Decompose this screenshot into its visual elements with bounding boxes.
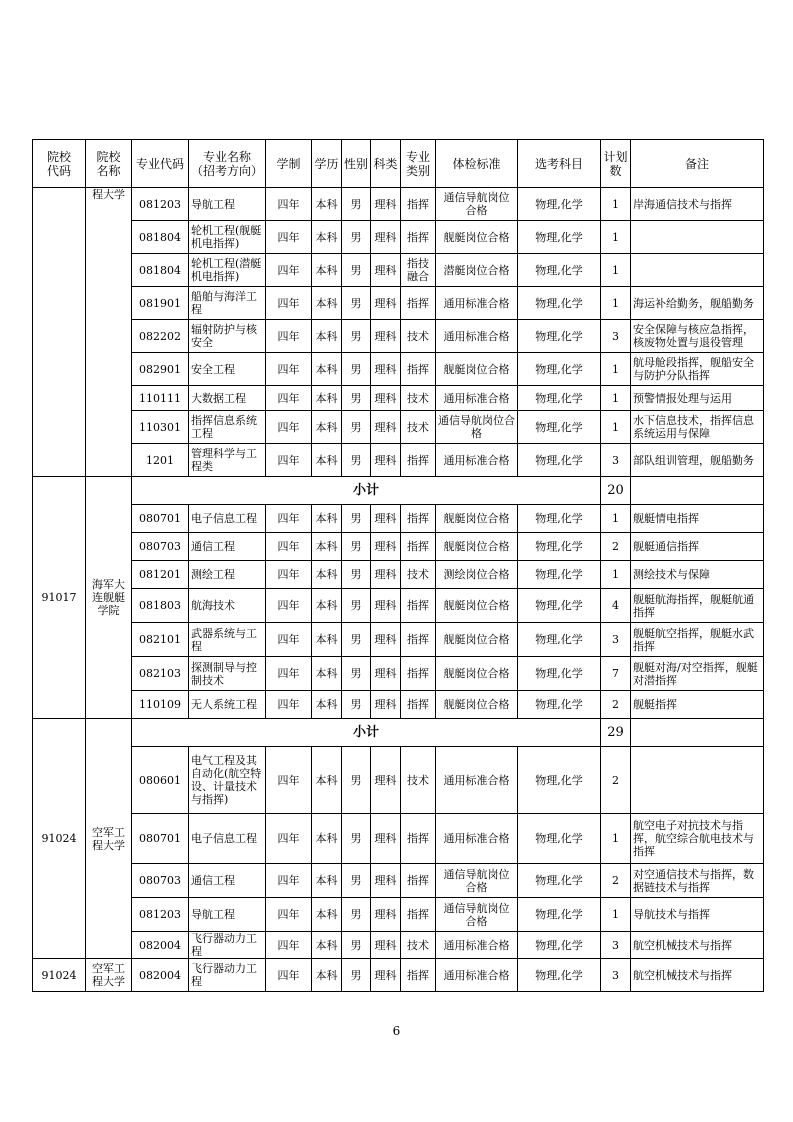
table-row xyxy=(33,221,764,254)
degree-cell: 本科 xyxy=(312,814,342,864)
major-code-cell: 081201 xyxy=(132,561,189,589)
plan-count-cell: 2 xyxy=(601,691,631,719)
admission-plan-page xyxy=(32,139,763,1038)
plan-count-cell: 1 xyxy=(601,386,631,411)
major-code-cell: 080703 xyxy=(132,864,189,898)
subjects-cell: 物理,化学 xyxy=(518,959,601,992)
category-cell: 理科 xyxy=(371,561,401,589)
major-type-cell: 指挥 xyxy=(401,623,436,657)
subjects-cell: 物理,化学 xyxy=(518,221,601,254)
category-cell: 理科 xyxy=(371,623,401,657)
major-code-cell: 080701 xyxy=(132,505,189,533)
physical-standard-cell: 通用标准合格 xyxy=(436,747,518,814)
physical-standard-cell: 舰艇岗位合格 xyxy=(436,533,518,561)
major-name-cell: 指挥信息系统 工程 xyxy=(189,411,266,444)
school-name-cell: 海军大 连舰艇 学院 xyxy=(86,477,132,719)
table-row xyxy=(33,254,764,287)
table-row xyxy=(33,444,764,477)
duration-cell: 四年 xyxy=(266,898,312,932)
gender-cell: 男 xyxy=(342,814,371,864)
major-code-cell: 081804 xyxy=(132,221,189,254)
gender-cell: 男 xyxy=(342,898,371,932)
header-degree: 学历 xyxy=(312,140,342,188)
major-type-cell: 技术 xyxy=(401,320,436,353)
physical-standard-cell: 通信导航岗位 合格 xyxy=(436,188,518,221)
major-code-cell: 110111 xyxy=(132,386,189,411)
school-code-cell: 91024 xyxy=(33,719,86,959)
major-type-cell: 指挥 xyxy=(401,691,436,719)
school-code-cell: 91024 xyxy=(33,959,86,992)
subjects-cell: 物理,化学 xyxy=(518,320,601,353)
degree-cell: 本科 xyxy=(312,411,342,444)
remarks-cell: 对空通信技术与指挥，数 据链技术与指挥 xyxy=(631,864,764,898)
table-row xyxy=(33,386,764,411)
table-row xyxy=(33,623,764,657)
physical-standard-cell: 通用标准合格 xyxy=(436,932,518,959)
gender-cell: 男 xyxy=(342,188,371,221)
major-name-cell: 管理科学与工 程类 xyxy=(189,444,266,477)
major-code-cell: 082004 xyxy=(132,932,189,959)
subjects-cell: 物理,化学 xyxy=(518,747,601,814)
physical-standard-cell: 舰艇岗位合格 xyxy=(436,505,518,533)
major-code-cell: 081803 xyxy=(132,589,189,623)
major-type-cell: 指挥 xyxy=(401,221,436,254)
major-name-cell: 飞行器动力工 程 xyxy=(189,959,266,992)
degree-cell: 本科 xyxy=(312,657,342,691)
category-cell: 理科 xyxy=(371,898,401,932)
plan-count-cell: 1 xyxy=(601,254,631,287)
header-school-name: 院校 名称 xyxy=(86,140,132,188)
remarks-cell: 导航技术与指挥 xyxy=(631,898,764,932)
header-physical: 体检标准 xyxy=(436,140,518,188)
degree-cell: 本科 xyxy=(312,254,342,287)
physical-standard-cell: 通用标准合格 xyxy=(436,814,518,864)
gender-cell: 男 xyxy=(342,320,371,353)
major-type-cell: 技术 xyxy=(401,932,436,959)
duration-cell: 四年 xyxy=(266,589,312,623)
degree-cell: 本科 xyxy=(312,533,342,561)
category-cell: 理科 xyxy=(371,691,401,719)
degree-cell: 本科 xyxy=(312,589,342,623)
subjects-cell: 物理,化学 xyxy=(518,898,601,932)
subtotal-row xyxy=(33,477,764,505)
duration-cell: 四年 xyxy=(266,320,312,353)
plan-count-cell: 1 xyxy=(601,561,631,589)
major-code-cell: 082901 xyxy=(132,353,189,386)
subtotal-label: 小计 xyxy=(132,719,601,747)
plan-count-cell: 1 xyxy=(601,814,631,864)
subjects-cell: 物理,化学 xyxy=(518,561,601,589)
remarks-cell: 舰艇指挥 xyxy=(631,691,764,719)
category-cell: 理科 xyxy=(371,814,401,864)
physical-standard-cell: 通用标准合格 xyxy=(436,320,518,353)
plan-count-cell: 2 xyxy=(601,747,631,814)
major-name-cell: 武器系统与工 程 xyxy=(189,623,266,657)
school-name-cell: 程大学 xyxy=(86,188,132,477)
major-name-cell: 导航工程 xyxy=(189,188,266,221)
gender-cell: 男 xyxy=(342,221,371,254)
major-name-cell: 轮机工程(舰艇 机电指挥) xyxy=(189,221,266,254)
major-code-cell: 081804 xyxy=(132,254,189,287)
remarks-cell: 测绘技术与保障 xyxy=(631,561,764,589)
physical-standard-cell: 舰艇岗位合格 xyxy=(436,221,518,254)
gender-cell: 男 xyxy=(342,287,371,320)
plan-count-cell: 4 xyxy=(601,589,631,623)
major-type-cell: 指挥 xyxy=(401,353,436,386)
gender-cell: 男 xyxy=(342,657,371,691)
category-cell: 理科 xyxy=(371,386,401,411)
remarks-cell: 舰艇对海/对空指挥，舰艇 对潜指挥 xyxy=(631,657,764,691)
gender-cell: 男 xyxy=(342,747,371,814)
table-row xyxy=(33,864,764,898)
major-code-cell: 110301 xyxy=(132,411,189,444)
physical-standard-cell: 通信导航岗位 合格 xyxy=(436,898,518,932)
major-name-cell: 通信工程 xyxy=(189,533,266,561)
gender-cell: 男 xyxy=(342,623,371,657)
major-type-cell: 指挥 xyxy=(401,533,436,561)
remarks-cell xyxy=(631,221,764,254)
physical-standard-cell: 舰艇岗位合格 xyxy=(436,353,518,386)
category-cell: 理科 xyxy=(371,221,401,254)
school-code-cell: 91017 xyxy=(33,477,86,719)
major-name-cell: 航海技术 xyxy=(189,589,266,623)
table-row xyxy=(33,814,764,864)
plan-count-cell: 3 xyxy=(601,320,631,353)
gender-cell: 男 xyxy=(342,386,371,411)
physical-standard-cell: 舰艇岗位合格 xyxy=(436,589,518,623)
gender-cell: 男 xyxy=(342,254,371,287)
major-type-cell: 技术 xyxy=(401,747,436,814)
subjects-cell: 物理,化学 xyxy=(518,623,601,657)
remarks-cell: 部队组训管理，舰船勤务 xyxy=(631,444,764,477)
subtotal-value: 29 xyxy=(601,719,631,747)
category-cell: 理科 xyxy=(371,505,401,533)
table-row xyxy=(33,505,764,533)
physical-standard-cell: 测绘岗位合格 xyxy=(436,561,518,589)
table-row xyxy=(33,932,764,959)
major-code-cell: 081901 xyxy=(132,287,189,320)
table-header-row xyxy=(33,140,764,188)
physical-standard-cell: 通用标准合格 xyxy=(436,287,518,320)
physical-standard-cell: 舰艇岗位合格 xyxy=(436,623,518,657)
degree-cell: 本科 xyxy=(312,221,342,254)
major-name-cell: 测绘工程 xyxy=(189,561,266,589)
duration-cell: 四年 xyxy=(266,221,312,254)
subjects-cell: 物理,化学 xyxy=(518,386,601,411)
category-cell: 理科 xyxy=(371,533,401,561)
category-cell: 理科 xyxy=(371,589,401,623)
degree-cell: 本科 xyxy=(312,287,342,320)
subjects-cell: 物理,化学 xyxy=(518,533,601,561)
duration-cell: 四年 xyxy=(266,505,312,533)
table-row xyxy=(33,353,764,386)
major-name-cell: 电子信息工程 xyxy=(189,505,266,533)
subtotal-remarks xyxy=(631,477,764,505)
remarks-cell: 航空电子对抗技术与指 挥，航空综合航电技术与 指挥 xyxy=(631,814,764,864)
category-cell: 理科 xyxy=(371,353,401,386)
category-cell: 理科 xyxy=(371,747,401,814)
table-row xyxy=(33,411,764,444)
subtotal-value: 20 xyxy=(601,477,631,505)
degree-cell: 本科 xyxy=(312,932,342,959)
major-code-cell: 110109 xyxy=(132,691,189,719)
table-row xyxy=(33,589,764,623)
degree-cell: 本科 xyxy=(312,505,342,533)
subjects-cell: 物理,化学 xyxy=(518,589,601,623)
header-remarks: 备注 xyxy=(631,140,764,188)
category-cell: 理科 xyxy=(371,444,401,477)
degree-cell: 本科 xyxy=(312,320,342,353)
duration-cell: 四年 xyxy=(266,188,312,221)
major-code-cell: 080703 xyxy=(132,533,189,561)
subjects-cell: 物理,化学 xyxy=(518,444,601,477)
admission-plan-table xyxy=(32,139,764,992)
duration-cell: 四年 xyxy=(266,691,312,719)
duration-cell: 四年 xyxy=(266,657,312,691)
remarks-cell: 航空机械技术与指挥 xyxy=(631,932,764,959)
subjects-cell: 物理,化学 xyxy=(518,814,601,864)
major-type-cell: 技术 xyxy=(401,386,436,411)
degree-cell: 本科 xyxy=(312,691,342,719)
page-number: 6 xyxy=(392,1024,401,1038)
subtotal-remarks xyxy=(631,719,764,747)
degree-cell: 本科 xyxy=(312,864,342,898)
table-row xyxy=(33,959,764,992)
subjects-cell: 物理,化学 xyxy=(518,864,601,898)
physical-standard-cell: 舰艇岗位合格 xyxy=(436,691,518,719)
subjects-cell: 物理,化学 xyxy=(518,411,601,444)
gender-cell: 男 xyxy=(342,444,371,477)
duration-cell: 四年 xyxy=(266,932,312,959)
subjects-cell: 物理,化学 xyxy=(518,353,601,386)
duration-cell: 四年 xyxy=(266,623,312,657)
major-name-cell: 辐射防护与核 安全 xyxy=(189,320,266,353)
degree-cell: 本科 xyxy=(312,188,342,221)
gender-cell: 男 xyxy=(342,411,371,444)
major-name-cell: 导航工程 xyxy=(189,898,266,932)
category-cell: 理科 xyxy=(371,188,401,221)
major-code-cell: 082101 xyxy=(132,623,189,657)
degree-cell: 本科 xyxy=(312,386,342,411)
header-duration: 学制 xyxy=(266,140,312,188)
duration-cell: 四年 xyxy=(266,287,312,320)
category-cell: 理科 xyxy=(371,864,401,898)
plan-count-cell: 7 xyxy=(601,657,631,691)
plan-count-cell: 1 xyxy=(601,287,631,320)
subjects-cell: 物理,化学 xyxy=(518,657,601,691)
major-type-cell: 技术 xyxy=(401,411,436,444)
gender-cell: 男 xyxy=(342,932,371,959)
degree-cell: 本科 xyxy=(312,444,342,477)
major-type-cell: 指挥 xyxy=(401,959,436,992)
major-type-cell: 指挥 xyxy=(401,864,436,898)
major-type-cell: 技术 xyxy=(401,561,436,589)
major-name-cell: 飞行器动力工 程 xyxy=(189,932,266,959)
table-row xyxy=(33,561,764,589)
table-row xyxy=(33,188,764,221)
major-code-cell: 081203 xyxy=(132,898,189,932)
degree-cell: 本科 xyxy=(312,747,342,814)
degree-cell: 本科 xyxy=(312,623,342,657)
remarks-cell: 航空机械技术与指挥 xyxy=(631,959,764,992)
major-code-cell: 080701 xyxy=(132,814,189,864)
table-body xyxy=(33,188,764,992)
category-cell: 理科 xyxy=(371,287,401,320)
table-row xyxy=(33,747,764,814)
header-gender: 性别 xyxy=(342,140,371,188)
major-code-cell: 082004 xyxy=(132,959,189,992)
remarks-cell: 岸海通信技术与指挥 xyxy=(631,188,764,221)
major-type-cell: 指挥 xyxy=(401,444,436,477)
duration-cell: 四年 xyxy=(266,561,312,589)
remarks-cell: 舰艇情电指挥 xyxy=(631,505,764,533)
degree-cell: 本科 xyxy=(312,898,342,932)
category-cell: 理科 xyxy=(371,254,401,287)
duration-cell: 四年 xyxy=(266,814,312,864)
major-type-cell: 指技 融合 xyxy=(401,254,436,287)
physical-standard-cell: 通用标准合格 xyxy=(436,444,518,477)
header-major-code: 专业代码 xyxy=(132,140,189,188)
subjects-cell: 物理,化学 xyxy=(518,254,601,287)
table-row xyxy=(33,691,764,719)
plan-count-cell: 1 xyxy=(601,353,631,386)
remarks-cell: 安全保障与核应急指挥， 核废物处置与退役管理 xyxy=(631,320,764,353)
category-cell: 理科 xyxy=(371,411,401,444)
gender-cell: 男 xyxy=(342,959,371,992)
gender-cell: 男 xyxy=(342,353,371,386)
major-name-cell: 轮机工程(潜艇 机电指挥) xyxy=(189,254,266,287)
plan-count-cell: 3 xyxy=(601,444,631,477)
physical-standard-cell: 舰艇岗位合格 xyxy=(436,657,518,691)
plan-count-cell: 1 xyxy=(601,411,631,444)
duration-cell: 四年 xyxy=(266,747,312,814)
header-major-name: 专业名称 （招考方向） xyxy=(189,140,266,188)
major-name-cell: 电子信息工程 xyxy=(189,814,266,864)
header-subjects: 选考科目 xyxy=(518,140,601,188)
plan-count-cell: 3 xyxy=(601,959,631,992)
remarks-cell: 海运补给勤务，舰船勤务 xyxy=(631,287,764,320)
subtotal-row xyxy=(33,719,764,747)
subjects-cell: 物理,化学 xyxy=(518,691,601,719)
major-type-cell: 指挥 xyxy=(401,898,436,932)
subjects-cell: 物理,化学 xyxy=(518,505,601,533)
table-row xyxy=(33,287,764,320)
category-cell: 理科 xyxy=(371,959,401,992)
duration-cell: 四年 xyxy=(266,959,312,992)
major-name-cell: 电气工程及其 自动化(航空特 设、计量技术 与指挥) xyxy=(189,747,266,814)
remarks-cell: 预警情报处理与运用 xyxy=(631,386,764,411)
major-name-cell: 探测制导与控 制技术 xyxy=(189,657,266,691)
major-type-cell: 指挥 xyxy=(401,589,436,623)
gender-cell: 男 xyxy=(342,561,371,589)
duration-cell: 四年 xyxy=(266,411,312,444)
major-code-cell: 080601 xyxy=(132,747,189,814)
gender-cell: 男 xyxy=(342,864,371,898)
physical-standard-cell: 通用标准合格 xyxy=(436,959,518,992)
table-row xyxy=(33,320,764,353)
school-code-cell xyxy=(33,188,86,477)
category-cell: 理科 xyxy=(371,320,401,353)
header-major-type: 专业 类别 xyxy=(401,140,436,188)
major-name-cell: 安全工程 xyxy=(189,353,266,386)
major-name-cell: 通信工程 xyxy=(189,864,266,898)
header-school-code: 院校 代码 xyxy=(33,140,86,188)
subtotal-label: 小计 xyxy=(132,477,601,505)
remarks-cell: 航母舱段指挥，舰船安全 与防护分队指挥 xyxy=(631,353,764,386)
major-name-cell: 船舶与海洋工 程 xyxy=(189,287,266,320)
subjects-cell: 物理,化学 xyxy=(518,932,601,959)
table-row xyxy=(33,898,764,932)
major-code-cell: 1201 xyxy=(132,444,189,477)
plan-count-cell: 1 xyxy=(601,221,631,254)
header-category: 科类 xyxy=(371,140,401,188)
plan-count-cell: 1 xyxy=(601,188,631,221)
remarks-cell: 舰艇航空指挥，舰艇水武 指挥 xyxy=(631,623,764,657)
major-code-cell: 081203 xyxy=(132,188,189,221)
physical-standard-cell: 通信导航岗位合 格 xyxy=(436,411,518,444)
plan-count-cell: 2 xyxy=(601,864,631,898)
gender-cell: 男 xyxy=(342,533,371,561)
major-code-cell: 082202 xyxy=(132,320,189,353)
major-type-cell: 指挥 xyxy=(401,814,436,864)
plan-count-cell: 2 xyxy=(601,533,631,561)
plan-count-cell: 1 xyxy=(601,898,631,932)
duration-cell: 四年 xyxy=(266,864,312,898)
major-name-cell: 大数据工程 xyxy=(189,386,266,411)
category-cell: 理科 xyxy=(371,932,401,959)
physical-standard-cell: 通信导航岗位 合格 xyxy=(436,864,518,898)
major-type-cell: 指挥 xyxy=(401,505,436,533)
major-type-cell: 指挥 xyxy=(401,287,436,320)
school-name-cell: 空军工 程大学 xyxy=(86,959,132,992)
duration-cell: 四年 xyxy=(266,444,312,477)
plan-count-cell: 3 xyxy=(601,932,631,959)
duration-cell: 四年 xyxy=(266,353,312,386)
major-type-cell: 指挥 xyxy=(401,657,436,691)
category-cell: 理科 xyxy=(371,657,401,691)
remarks-cell xyxy=(631,747,764,814)
major-name-cell: 无人系统工程 xyxy=(189,691,266,719)
duration-cell: 四年 xyxy=(266,254,312,287)
remarks-cell xyxy=(631,254,764,287)
physical-standard-cell: 通用标准合格 xyxy=(436,386,518,411)
degree-cell: 本科 xyxy=(312,959,342,992)
gender-cell: 男 xyxy=(342,691,371,719)
gender-cell: 男 xyxy=(342,505,371,533)
plan-count-cell: 3 xyxy=(601,623,631,657)
degree-cell: 本科 xyxy=(312,353,342,386)
degree-cell: 本科 xyxy=(312,561,342,589)
school-name-cell: 空军工 程大学 xyxy=(86,719,132,959)
table-row xyxy=(33,533,764,561)
header-plan: 计划 数 xyxy=(601,140,631,188)
subjects-cell: 物理,化学 xyxy=(518,287,601,320)
major-code-cell: 082103 xyxy=(132,657,189,691)
duration-cell: 四年 xyxy=(266,533,312,561)
major-type-cell: 指挥 xyxy=(401,188,436,221)
gender-cell: 男 xyxy=(342,589,371,623)
plan-count-cell: 1 xyxy=(601,505,631,533)
physical-standard-cell: 潜艇岗位合格 xyxy=(436,254,518,287)
remarks-cell: 舰艇航海指挥，舰艇航通 指挥 xyxy=(631,589,764,623)
remarks-cell: 水下信息技术，指挥信息 系统运用与保障 xyxy=(631,411,764,444)
subjects-cell: 物理,化学 xyxy=(518,188,601,221)
remarks-cell: 舰艇通信指挥 xyxy=(631,533,764,561)
duration-cell: 四年 xyxy=(266,386,312,411)
table-row xyxy=(33,657,764,691)
